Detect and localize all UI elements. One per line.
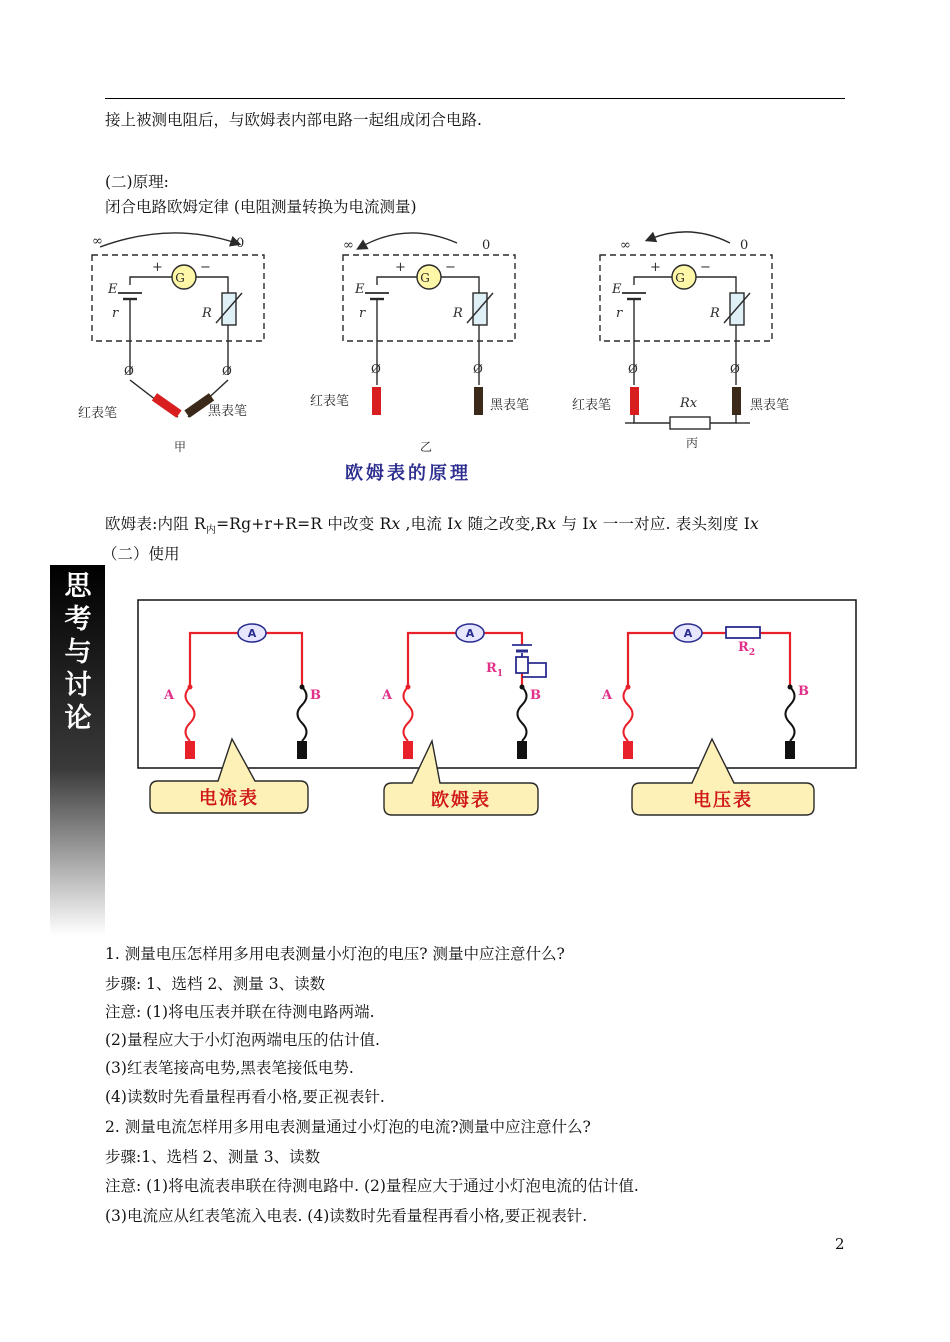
header-rule [105, 98, 845, 99]
emf-label-b: E [355, 282, 365, 297]
terminal-b-left: Ø [371, 362, 381, 376]
question-1: 1. 测量电压怎样用多用电表测量小灯泡的电压? 测量中应注意什么? [105, 945, 565, 963]
galvanometer-label-b: G [420, 271, 430, 285]
rheostat-label-b: R [453, 306, 463, 321]
probe-a-label-2: A [382, 688, 393, 703]
probe-a-label-3: A [602, 688, 613, 703]
rx-label: Rx [680, 396, 698, 411]
bubble-text-ammeter: 电流表 [199, 788, 259, 809]
plus-c: + [650, 260, 661, 275]
r1-label: $R_1$ [486, 661, 504, 679]
galvanometer-label-c: G [675, 271, 685, 285]
zero-label-c: 0 [740, 238, 749, 253]
terminal-a-right: Ø [222, 364, 232, 378]
zero-label-a: 0 [236, 236, 245, 251]
plus-a: + [152, 260, 163, 275]
question-1-steps: 步骤: 1、选档 2、测量 3、读数 [105, 975, 326, 993]
black-probe-label-b: 黑表笔 [490, 398, 530, 413]
internal-r-label-c: r [616, 306, 623, 321]
circuit-b [343, 233, 515, 385]
ammeter-label-2: A [465, 627, 475, 640]
probe-b-label-3: B [798, 684, 809, 699]
section-principle-heading: (二)原理: [105, 173, 169, 191]
page-number: 2 [835, 1235, 845, 1253]
rheostat-label-c: R [710, 306, 720, 321]
zero-label-b: 0 [482, 238, 491, 253]
section-use-heading: （二）使用 [102, 545, 180, 563]
terminal-a-left: Ø [124, 364, 134, 378]
emf-label-a: E [108, 282, 118, 297]
red-probe-label-c: 红表笔 [572, 398, 612, 413]
red-probe-label-b: 红表笔 [310, 394, 350, 409]
side-char-4: 讨 [64, 670, 92, 701]
question-1-note-1: 注意: (1)将电压表并联在待测电路两端. [105, 1003, 375, 1021]
question-2-note-1: 注意: (1)将电流表串联在待测电路中. (2)量程应大于通过小灯泡电流的估计值. [105, 1177, 639, 1195]
black-probe-label-a: 黑表笔 [208, 404, 248, 419]
question-1-note-3: (3)红表笔接高电势,黑表笔接低电势. [105, 1059, 354, 1077]
question-2: 2. 测量电流怎样用多用电表测量通过小灯泡的电流?测量中应注意什么? [105, 1118, 591, 1136]
figure-caption: 欧姆表的原理 [345, 463, 471, 484]
side-char-5: 论 [64, 703, 92, 734]
figure-label-yi: 乙 [420, 440, 433, 454]
side-char-1: 思 [64, 571, 92, 602]
probe-a-label-1: A [164, 688, 175, 703]
bubble-text-ohmmeter: 欧姆表 [431, 790, 491, 811]
internal-r-label-a: r [112, 306, 119, 321]
terminal-c-right: Ø [730, 362, 740, 376]
black-probe-label-c: 黑表笔 [750, 398, 790, 413]
principle-description: 闭合电路欧姆定律 (电阻测量转换为电流测量) [105, 198, 417, 216]
plus-b: + [395, 260, 406, 275]
minus-c: − [700, 260, 711, 275]
question-2-steps: 步骤:1、选档 2、测量 3、读数 [105, 1148, 321, 1166]
question-2-note-2: (3)电流应从红表笔流入电表. (4)读数时先看量程再看小格,要正视表针. [105, 1207, 588, 1225]
emf-label-c: E [612, 282, 622, 297]
red-probe-label-a: 红表笔 [78, 406, 118, 421]
ohmmeter-formula-line: 欧姆表:内阻 $R_内=Rg+r+R=R$ 中改变 Rx ,电流 Ix 随之改变,Rx 与 Ix 一一对应. 表头刻度 Ix [105, 515, 759, 537]
minus-a: − [200, 260, 211, 275]
side-char-2: 考 [64, 604, 92, 635]
multimeter-usage-figure [50, 565, 870, 935]
infinity-label-b: ∞ [343, 238, 354, 253]
ohmmeter-principle-figure [60, 225, 850, 495]
terminal-b-right: Ø [473, 362, 483, 376]
rheostat-label-a: R [202, 306, 212, 321]
infinity-label-c: ∞ [620, 238, 631, 253]
probe-b-label-1: B [310, 688, 321, 703]
terminal-c-left: Ø [628, 362, 638, 376]
question-1-note-2: (2)量程应大于小灯泡两端电压的估计值. [105, 1031, 380, 1049]
bubble-text-voltmeter: 电压表 [693, 790, 753, 811]
question-1-note-4: (4)读数时先看量程再看小格,要正视表针. [105, 1088, 385, 1106]
side-char-3: 与 [64, 637, 92, 668]
internal-r-label-b: r [359, 306, 366, 321]
circuit-a [92, 233, 264, 417]
probe-b-label-2: B [530, 688, 541, 703]
minus-b: − [445, 260, 456, 275]
infinity-label-a: ∞ [92, 234, 103, 249]
figure-label-bing: 丙 [686, 436, 699, 450]
figure-label-jia: 甲 [174, 440, 187, 454]
ammeter-label-3: A [683, 627, 693, 640]
intro-line: 接上被测电阻后，与欧姆表内部电路一起组成闭合电路. [105, 111, 482, 129]
ammeter-label-1: A [247, 627, 257, 640]
galvanometer-label-a: G [175, 271, 185, 285]
r2-label: $R_2$ [738, 640, 756, 658]
